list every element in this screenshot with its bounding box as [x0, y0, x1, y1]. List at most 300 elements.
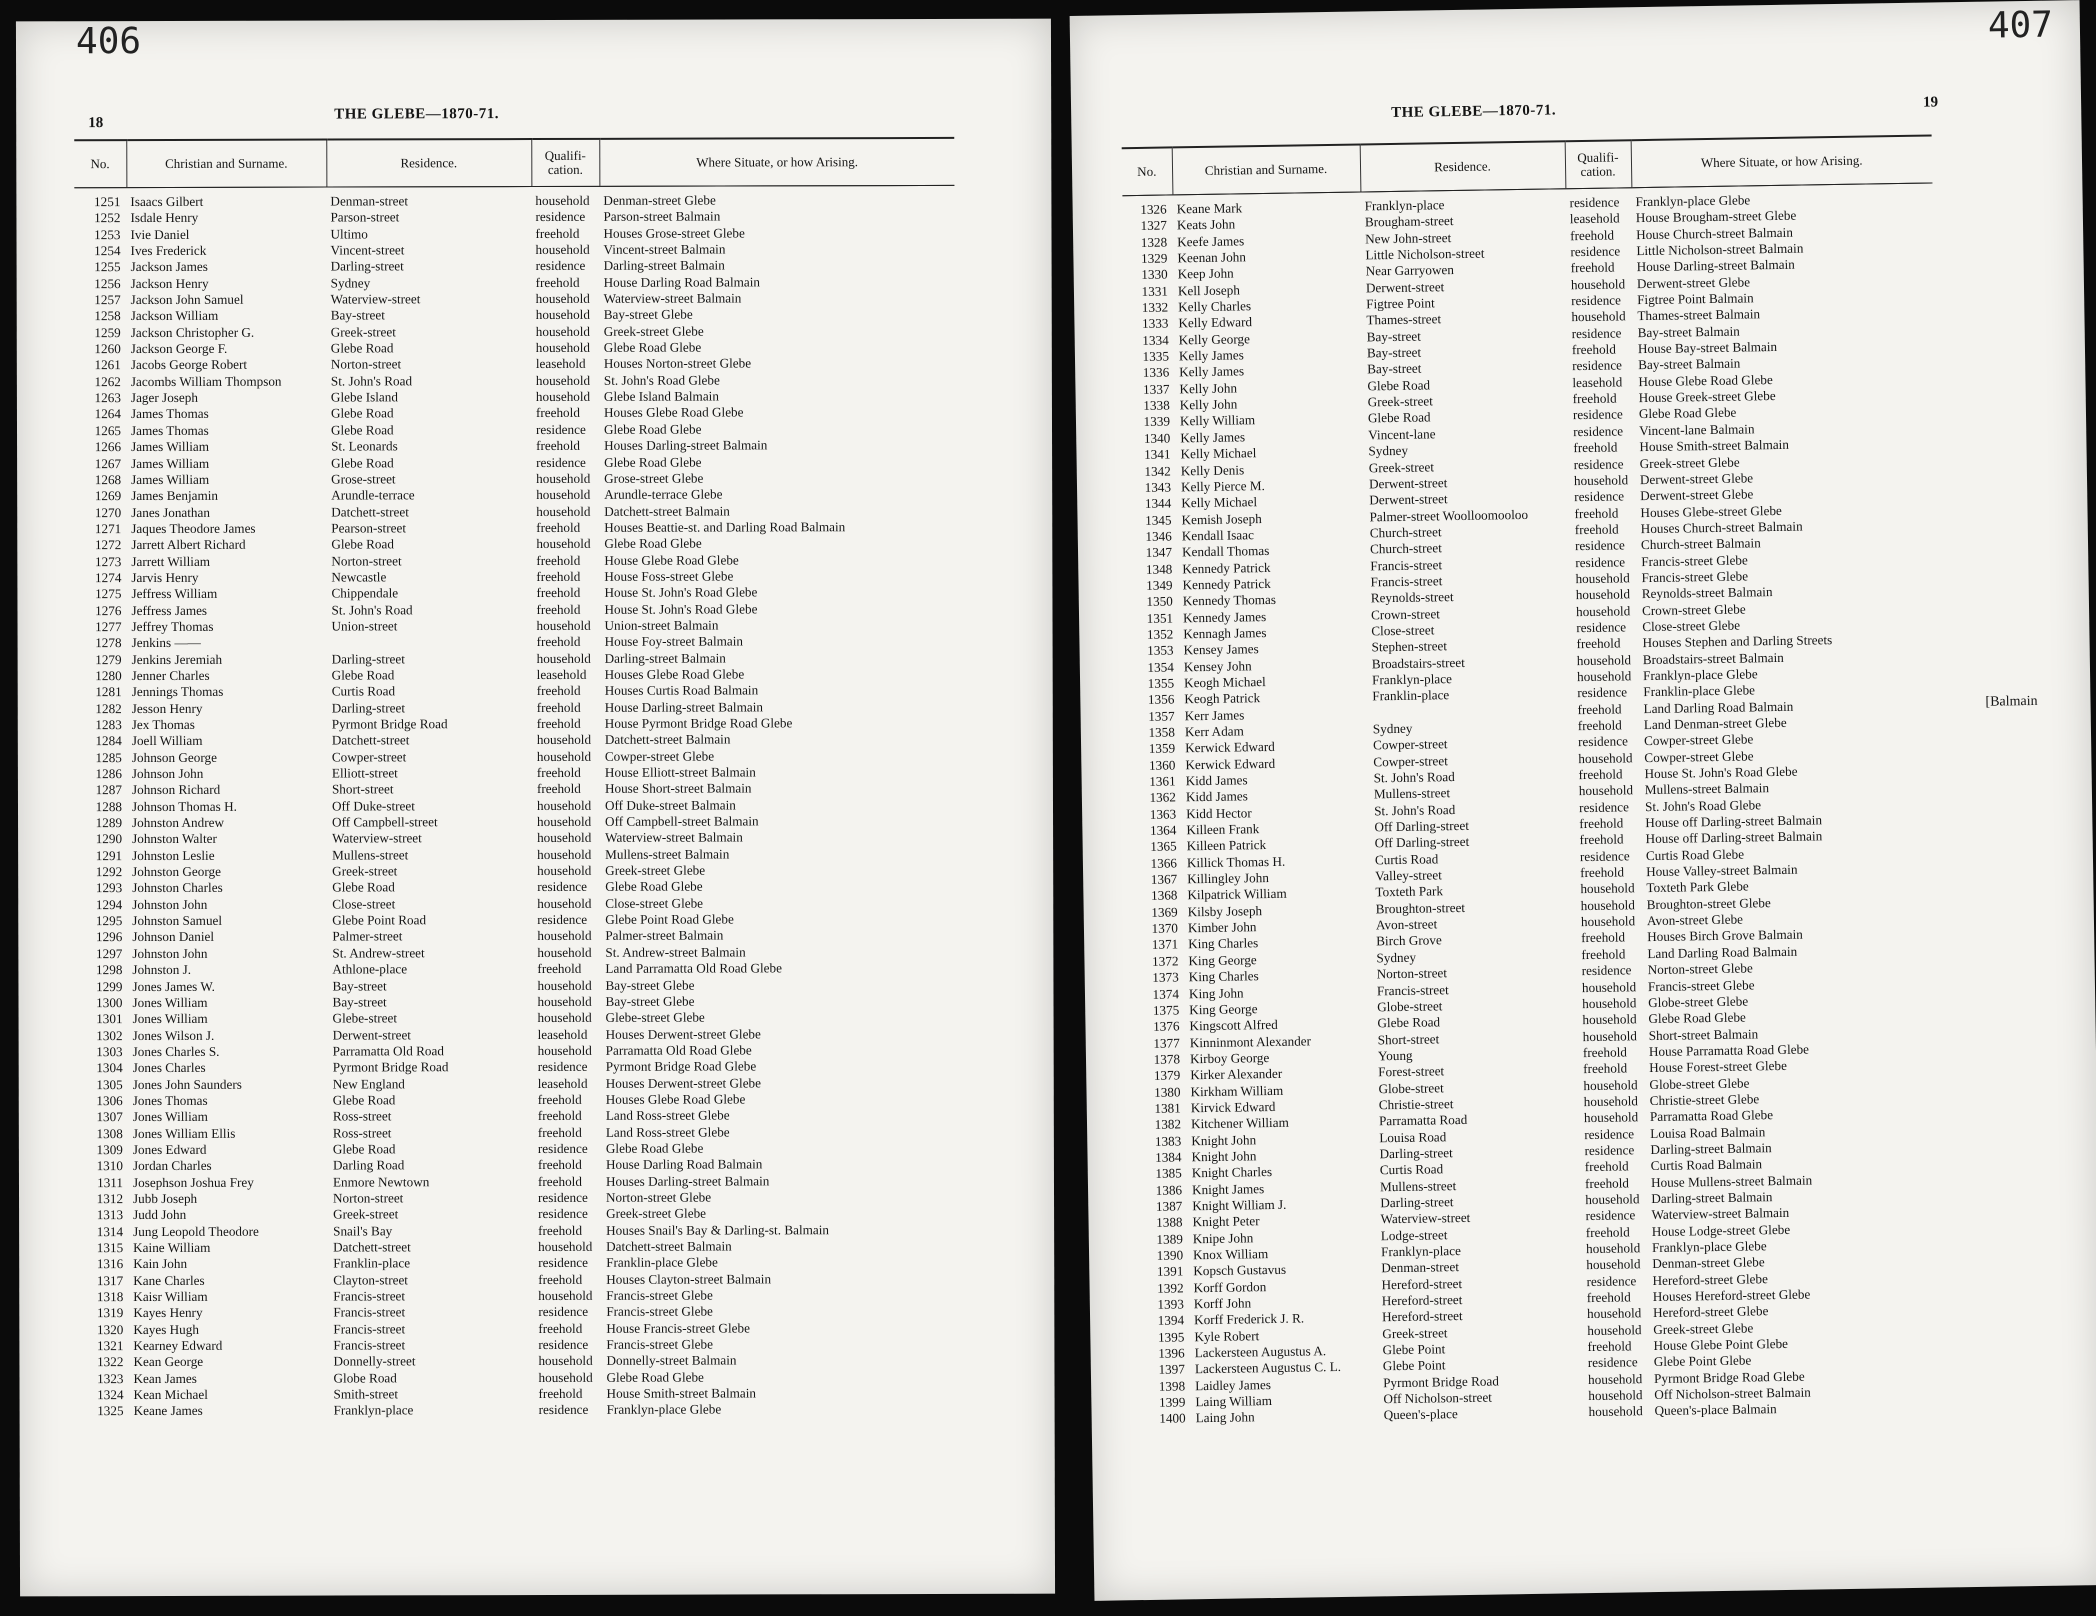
- entry-qualification: household: [1575, 570, 1630, 587]
- entry-qualification: residence: [1581, 962, 1632, 979]
- entry-residence: Darling Road: [332, 1157, 405, 1173]
- entry-residence: Glebe Road: [332, 1092, 396, 1108]
- entry-number: 1330: [1141, 266, 1168, 283]
- entry-residence: Bay-street: [1367, 360, 1422, 377]
- entry-name: Kemish Joseph: [1181, 510, 1262, 527]
- entry-name: Kopsch Gustavus: [1193, 1262, 1287, 1279]
- entry-situation: Glebe Road Glebe: [1638, 405, 1737, 422]
- entry-name: Keats John: [1176, 216, 1236, 233]
- entry-name: Kean James: [133, 1370, 197, 1386]
- entry-situation: St. John's Road Glebe: [1644, 796, 1762, 814]
- entry-qualification: freehold: [535, 274, 580, 290]
- entry-situation: House Glebe Road Glebe: [1638, 371, 1773, 389]
- entry-qualification: residence: [1586, 1272, 1637, 1289]
- entry-name: Laing John: [1195, 1409, 1255, 1426]
- entry-number: 1264: [94, 406, 121, 422]
- entry-qualification: freehold: [536, 715, 581, 731]
- entry-name: Josephson Joshua Frey: [132, 1174, 254, 1190]
- entry-qualification: freehold: [1587, 1338, 1632, 1355]
- entry-name: Kelly James: [1180, 429, 1246, 446]
- entry-number: 1339: [1143, 413, 1171, 430]
- entry-situation: Waterview-street Balmain: [605, 829, 743, 846]
- entry-situation: Franklin-place Glebe: [606, 1254, 718, 1271]
- entry-name: Killeen Frank: [1186, 821, 1260, 838]
- entry-situation: Houses Glebe Road Glebe: [604, 666, 745, 682]
- entry-name: Kerwick Edward: [1185, 755, 1276, 772]
- entry-name: James William: [131, 439, 210, 455]
- entry-qualification: freehold: [536, 699, 581, 715]
- entry-qualification: household: [1588, 1387, 1643, 1404]
- entry-number: 1355: [1147, 675, 1175, 691]
- entry-number: 1390: [1156, 1247, 1184, 1263]
- entry-qualification: freehold: [1577, 701, 1622, 717]
- entry-residence: Glebe Road: [332, 879, 395, 895]
- entry-residence: St. John's Road: [1374, 801, 1456, 819]
- entry-number: 1312: [96, 1191, 124, 1207]
- entry-residence: Norton-street: [333, 1190, 404, 1206]
- entry-number: 1375: [1152, 1002, 1180, 1018]
- entry-name: Lackersteen Augustus A.: [1194, 1343, 1327, 1361]
- entry-name: Kearney Edward: [133, 1337, 223, 1354]
- entry-name: Kelly John: [1179, 380, 1238, 397]
- entry-qualification: leasehold: [535, 356, 586, 372]
- entry-qualification: household: [537, 895, 592, 911]
- entry-situation: Mullens-street Balmain: [1644, 780, 1770, 798]
- entry-residence: Norton-street: [330, 356, 402, 372]
- entry-qualification: residence: [538, 1336, 589, 1353]
- entry-residence: New John-street: [1365, 229, 1452, 247]
- entry-residence: Close-street: [332, 896, 396, 912]
- entry-qualification: household: [1587, 1321, 1642, 1338]
- entry-residence: Ross-street: [332, 1124, 392, 1141]
- entry-qualification: household: [1583, 1109, 1639, 1126]
- entry-situation: Toxteth Park Glebe: [1646, 878, 1749, 896]
- entry-name: Jeffress William: [131, 586, 218, 602]
- entry-residence: Glebe Road: [331, 536, 394, 552]
- entry-number: 1347: [1145, 544, 1173, 561]
- entry-situation: Glebe Road Glebe: [603, 421, 702, 437]
- right-page: [1070, 0, 2096, 1601]
- entry-number: 1374: [1152, 985, 1180, 1002]
- entry-situation: Houses Glebe Road Glebe: [603, 404, 744, 421]
- entry-residence: Franklin-place: [1372, 687, 1450, 704]
- entry-number: 1363: [1149, 806, 1177, 822]
- entry-residence: Sydney: [1372, 720, 1413, 737]
- entry-number: 1324: [97, 1387, 124, 1403]
- entry-name: Jesson Henry: [131, 700, 203, 716]
- entry-residence: Pyrmont Bridge Road: [331, 716, 448, 732]
- entry-residence: Close-street: [1371, 622, 1435, 639]
- entry-situation: Broughton-street Glebe: [1646, 894, 1771, 912]
- entry-number: 1345: [1145, 512, 1172, 528]
- entry-number: 1336: [1142, 364, 1170, 381]
- entry-qualification: freehold: [1582, 1044, 1628, 1060]
- entry-residence: Derwent-street: [1368, 474, 1448, 492]
- entry-name: Kell Joseph: [1177, 282, 1240, 299]
- entry-situation: Queen's-place Balmain: [1654, 1401, 1777, 1419]
- entry-situation: House Pyrmont Bridge Road Glebe: [604, 715, 793, 731]
- entry-qualification: household: [535, 372, 591, 388]
- entry-name: Jackson William: [130, 308, 219, 324]
- entry-qualification: household: [1585, 1240, 1641, 1257]
- entry-situation: Donnelly-street Balmain: [606, 1352, 737, 1369]
- entry-residence: Vincent-lane: [1368, 426, 1436, 443]
- entry-situation: House Foy-street Balmain: [604, 633, 744, 650]
- entry-residence: Birch Grove: [1376, 932, 1442, 949]
- entry-number: 1393: [1157, 1296, 1184, 1312]
- entry-qualification: freehold: [537, 1108, 582, 1124]
- entry-situation: House Parramatta Road Glebe: [1648, 1041, 1810, 1059]
- entry-qualification: residence: [1579, 848, 1630, 864]
- entry-qualification: household: [1578, 749, 1633, 766]
- entry-residence: Greek-street: [330, 324, 396, 340]
- entry-name: Kensey James: [1183, 641, 1259, 658]
- entry-residence: Darling-street: [331, 699, 405, 716]
- entry-qualification: freehold: [1570, 259, 1615, 276]
- header-no: No.: [74, 140, 126, 188]
- entry-qualification: freehold: [1574, 505, 1619, 521]
- entry-residence: Datchett-street: [333, 1239, 411, 1255]
- entry-number: 1341: [1144, 446, 1171, 463]
- entry-residence: Palmer-street: [332, 928, 403, 945]
- entry-number: 1353: [1147, 642, 1174, 659]
- entry-residence: Valley-street: [1375, 867, 1442, 884]
- entry-situation: Arundle-terrace Glebe: [604, 486, 723, 503]
- entry-number: 1309: [96, 1142, 123, 1158]
- entry-number: 1301: [96, 1011, 123, 1027]
- entry-name: Jackson James: [130, 259, 208, 275]
- entry-qualification: residence: [538, 1255, 589, 1271]
- entry-name: Kidd James: [1185, 788, 1248, 805]
- entry-name: Kennedy Patrick: [1182, 559, 1271, 576]
- entry-residence: Louisa Road: [1379, 1128, 1447, 1145]
- entry-situation: Curtis Road Balmain: [1650, 1156, 1763, 1174]
- entry-situation: Darling-street Balmain: [603, 257, 725, 274]
- entry-qualification: household: [1576, 668, 1632, 685]
- entry-name: Johnston George: [132, 863, 221, 880]
- entry-residence: Pyrmont Bridge Road: [1382, 1373, 1499, 1391]
- entry-qualification: household: [1573, 472, 1629, 489]
- entry-residence: Franklyn-place: [1371, 671, 1453, 688]
- entry-number: 1384: [1155, 1149, 1182, 1165]
- entry-number: 1320: [96, 1321, 124, 1337]
- entry-situation: Greek-street Glebe: [1639, 454, 1740, 471]
- entry-qualification: freehold: [536, 683, 581, 699]
- entry-name: Kirkham William: [1190, 1082, 1284, 1099]
- entry-residence: Snail's Bay: [333, 1223, 393, 1239]
- entry-residence: Newcastle: [331, 569, 387, 585]
- entry-number: 1308: [96, 1125, 123, 1141]
- entry-situation: Union-street Balmain: [604, 617, 719, 633]
- entry-qualification: freehold: [1581, 946, 1626, 962]
- entry-situation: Datchett-street Balmain: [606, 1238, 732, 1254]
- entry-situation: Glebe Road Glebe: [605, 879, 703, 895]
- entry-situation: Houses Norton-street Glebe: [603, 355, 752, 372]
- entry-residence: Glebe Point: [1382, 1341, 1446, 1358]
- entry-situation: Grose-street Glebe: [604, 470, 704, 486]
- entry-residence: Glebe Point: [1382, 1357, 1446, 1374]
- entry-situation: Off Nicholson-street Balmain: [1654, 1384, 1811, 1403]
- entry-qualification: residence: [1576, 619, 1627, 636]
- entry-number: 1379: [1153, 1067, 1181, 1084]
- entry-situation: Globe-street Glebe: [1649, 1075, 1750, 1092]
- entry-residence: Greek-street: [1368, 458, 1435, 475]
- signature-number: 18: [88, 115, 104, 132]
- entry-name: Kidd James: [1185, 772, 1248, 789]
- entry-residence: Elliott-street: [331, 765, 398, 781]
- entry-residence: Cowper-street: [1373, 752, 1448, 770]
- entry-qualification: household: [536, 617, 591, 633]
- entry-name: Keane Mark: [1176, 200, 1243, 217]
- entry-number: 1257: [94, 292, 121, 308]
- entry-number: 1313: [96, 1207, 124, 1223]
- header-situation: Where Situate, or how Arising.: [1631, 136, 1933, 188]
- entry-situation: Houses Darling-street Balmain: [604, 437, 768, 453]
- entry-residence: Norton-street: [331, 552, 402, 569]
- entry-qualification: freehold: [1581, 929, 1626, 946]
- entry-name: Kelly Michael: [1180, 445, 1257, 462]
- entry-residence: Globe-street: [1378, 1079, 1444, 1096]
- entry-name: Jones John Saunders: [132, 1076, 242, 1092]
- entry-situation: Datchett-street Balmain: [604, 731, 731, 748]
- entry-name: Kayes Henry: [133, 1305, 203, 1321]
- table-row: [77, 1222, 957, 1241]
- entry-number: 1268: [94, 471, 122, 487]
- entry-qualification: residence: [538, 1304, 589, 1320]
- entry-residence: Off Campbell-street: [332, 814, 438, 830]
- entry-situation: Darling-street Balmain: [1650, 1140, 1772, 1157]
- entry-number: 1397: [1158, 1361, 1186, 1378]
- entry-situation: House Francis-street Glebe: [606, 1320, 750, 1336]
- entry-residence: Parson-street: [330, 209, 400, 225]
- entry-qualification: household: [538, 1287, 593, 1304]
- entry-name: Jones Charles: [132, 1060, 206, 1076]
- entry-number: 1398: [1158, 1378, 1186, 1394]
- entry-number: 1350: [1146, 593, 1173, 610]
- entry-situation: Houses Stephen and Darling Streets: [1642, 632, 1833, 651]
- entry-residence: Glebe Road: [1367, 409, 1431, 426]
- entry-name: Kidd Hector: [1186, 804, 1252, 822]
- entry-qualification: household: [1580, 897, 1635, 913]
- entry-number: 1298: [96, 962, 123, 978]
- entry-qualification: residence: [538, 1189, 588, 1205]
- entry-residence: Curtis Road: [1379, 1161, 1444, 1178]
- entry-qualification: household: [538, 1238, 593, 1254]
- entry-qualification: freehold: [537, 961, 582, 977]
- entry-number: 1331: [1141, 283, 1169, 299]
- entry-qualification: household: [537, 993, 592, 1009]
- entry-name: Knight Charles: [1191, 1164, 1273, 1181]
- entry-name: Jarvis Henry: [131, 569, 199, 585]
- entry-qualification: household: [1583, 1076, 1638, 1093]
- entry-residence: Franklyn-place: [1380, 1243, 1461, 1260]
- entry-residence: Sydney: [1368, 442, 1409, 459]
- entry-situation: Avon-street Glebe: [1646, 911, 1744, 929]
- entry-name: Kirker Alexander: [1190, 1066, 1283, 1083]
- entry-number: 1383: [1154, 1133, 1182, 1149]
- entry-qualification: freehold: [1586, 1289, 1631, 1306]
- entry-qualification: freehold: [537, 1091, 582, 1107]
- entry-qualification: residence: [1571, 325, 1622, 341]
- entry-name: Laing William: [1195, 1393, 1273, 1410]
- entry-situation: Cowper-street Glebe: [1643, 731, 1754, 749]
- entry-situation: Houses Curtis Road Balmain: [604, 682, 759, 699]
- entry-qualification: residence: [536, 454, 586, 470]
- entry-residence: Waterview-street: [330, 291, 421, 307]
- entry-situation: Parramatta Old Road Glebe: [605, 1042, 752, 1058]
- entry-name: Ivie Daniel: [130, 226, 190, 242]
- entry-name: Kaisr William: [133, 1288, 208, 1305]
- entry-name: Jackson George F.: [130, 340, 228, 357]
- entry-residence: New England: [332, 1075, 405, 1092]
- entry-qualification: freehold: [1577, 717, 1622, 734]
- entry-qualification: residence: [1572, 357, 1623, 374]
- entry-number: 1255: [94, 259, 121, 275]
- entry-number: 1284: [95, 733, 122, 749]
- entry-qualification: freehold: [538, 1320, 583, 1336]
- entry-number: 1335: [1142, 348, 1170, 365]
- entry-number: 1292: [95, 864, 123, 880]
- entry-number: 1380: [1154, 1083, 1181, 1100]
- entry-situation: Crown-street Glebe: [1641, 601, 1746, 618]
- entry-name: Knipe John: [1192, 1229, 1254, 1246]
- entry-residence: Little Nicholson-street: [1365, 245, 1485, 263]
- entry-situation: Derwent-street Glebe: [1636, 274, 1751, 291]
- entry-residence: Ross-street: [332, 1108, 392, 1124]
- entry-situation: Derwent-street Glebe: [1639, 470, 1754, 487]
- entry-number: 1286: [95, 766, 122, 782]
- entry-qualification: residence: [537, 1140, 588, 1156]
- entry-qualification: freehold: [1583, 1060, 1628, 1077]
- entry-number: 1348: [1145, 561, 1173, 577]
- entry-qualification: freehold: [535, 225, 580, 241]
- entry-number: 1365: [1150, 838, 1177, 855]
- entry-residence: Bay-street: [1366, 328, 1422, 345]
- entry-situation: Church-street Balmain: [1640, 535, 1761, 553]
- entry-qualification: household: [538, 1353, 593, 1369]
- entry-situation: Houses Derwent-street Glebe: [605, 1074, 762, 1091]
- entry-qualification: household: [536, 470, 591, 486]
- entry-situation: Cowper-street Glebe: [1644, 748, 1754, 765]
- entry-name: Judd John: [133, 1207, 187, 1223]
- entry-situation: Glebe Island Balmain: [603, 388, 719, 404]
- entry-number: 1400: [1159, 1410, 1186, 1427]
- entry-situation: Waterview-street Balmain: [1651, 1205, 1790, 1223]
- entry-number: 1326: [1140, 201, 1167, 217]
- entry-residence: Waterview-street: [1380, 1210, 1471, 1227]
- entry-qualification: residence: [1573, 455, 1624, 472]
- entry-number: 1299: [96, 978, 123, 994]
- entry-residence: Greek-street: [1367, 393, 1433, 410]
- folio-number: 407: [1987, 4, 2054, 47]
- entry-number: 1395: [1157, 1329, 1185, 1345]
- entry-qualification: residence: [1573, 423, 1624, 439]
- entry-name: Knight James: [1191, 1180, 1265, 1197]
- entry-situation: Land Parramatta Old Road Glebe: [605, 960, 782, 976]
- entry-name: Laidley James: [1195, 1376, 1272, 1393]
- entry-qualification: residence: [537, 911, 588, 928]
- entry-residence: Franklin-place: [333, 1255, 411, 1271]
- folio-number: 406: [75, 21, 142, 63]
- entry-residence: Smith-street: [333, 1386, 399, 1402]
- entry-number: 1252: [94, 210, 121, 226]
- entry-number: 1369: [1151, 904, 1178, 920]
- entry-residence: [328, 634, 533, 651]
- entry-situation: House Bay-street Balmain: [1637, 339, 1778, 357]
- entry-name: Knight Peter: [1192, 1213, 1260, 1230]
- table-body: [74, 185, 957, 1420]
- entry-residence: Francis-street: [1376, 981, 1449, 998]
- entry-situation: Houses Birch Grove Balmain: [1647, 927, 1803, 945]
- entry-residence: Norton-street: [1376, 965, 1448, 982]
- entry-name: Kean Michael: [133, 1386, 208, 1403]
- entry-situation: Mullens-street Balmain: [605, 846, 730, 862]
- entry-qualification: household: [535, 388, 591, 405]
- entry-name: Korff John: [1193, 1295, 1252, 1312]
- entry-name: Jager Joseph: [130, 390, 198, 406]
- entry-situation: Glebe Road Glebe: [603, 339, 702, 355]
- entry-residence: Off Darling-street: [1374, 817, 1470, 835]
- entry-residence: Lodge-street: [1380, 1226, 1448, 1243]
- overflow-note: [Balmain: [1985, 693, 2038, 710]
- entry-number: 1357: [1148, 708, 1175, 724]
- entry-situation: Bay-street Balmain: [1638, 355, 1741, 373]
- entry-number: 1371: [1151, 936, 1179, 953]
- entry-number: 1285: [95, 749, 122, 765]
- entry-qualification: household: [1587, 1370, 1643, 1387]
- entry-number: 1270: [94, 504, 122, 520]
- entry-qualification: leasehold: [1572, 374, 1623, 390]
- entry-situation: House Elliott-street Balmain: [604, 764, 756, 780]
- entry-name: Kelly William: [1179, 412, 1256, 429]
- entry-number: 1256: [94, 275, 121, 291]
- entry-qualification: leasehold: [537, 1075, 588, 1091]
- entry-residence: Francis-street: [333, 1288, 406, 1304]
- entry-situation: Houses Snail's Bay & Darling-st. Balmain: [606, 1221, 830, 1238]
- entry-number: 1281: [95, 684, 122, 700]
- entry-situation: Norton-street Glebe: [606, 1189, 712, 1205]
- entry-number: 1254: [94, 243, 121, 259]
- entry-name: Kane Charles: [133, 1272, 205, 1288]
- running-head: THE GLEBE—1870-71.: [1391, 102, 1557, 121]
- entry-name: Kirboy George: [1189, 1049, 1270, 1067]
- entry-name: Jacobs George Robert: [130, 357, 248, 373]
- entry-number: 1392: [1157, 1280, 1184, 1296]
- entry-situation: Hereford-street Glebe: [1652, 1270, 1768, 1288]
- entry-name: James William: [131, 455, 210, 471]
- entry-qualification: freehold: [1579, 815, 1624, 832]
- entry-residence: Darling-street: [331, 650, 405, 667]
- entry-qualification: household: [536, 536, 591, 552]
- entry-number: 1394: [1157, 1312, 1185, 1329]
- entry-qualification: household: [1586, 1256, 1641, 1273]
- entry-qualification: household: [1580, 880, 1635, 897]
- entry-residence: Chippendale: [331, 585, 399, 601]
- entry-name: Jones William Ellis: [132, 1125, 236, 1141]
- entry-residence: Thames-street: [1366, 311, 1442, 328]
- entry-number: 1382: [1154, 1116, 1182, 1133]
- entry-situation: Franklyn-place Glebe: [606, 1401, 722, 1418]
- entry-number: 1342: [1144, 462, 1171, 479]
- entry-qualification: household: [537, 846, 592, 862]
- entry-situation: House Darling Road Balmain: [605, 1156, 763, 1173]
- entry-name: Jennings Thomas: [131, 684, 224, 700]
- entry-residence: Palmer-street Woolloomooloo: [1369, 506, 1529, 524]
- entry-qualification: freehold: [1571, 341, 1616, 358]
- entry-situation: Houses Church-street Balmain: [1640, 518, 1803, 536]
- entry-qualification: household: [535, 192, 590, 208]
- entry-qualification: residence: [1577, 733, 1628, 750]
